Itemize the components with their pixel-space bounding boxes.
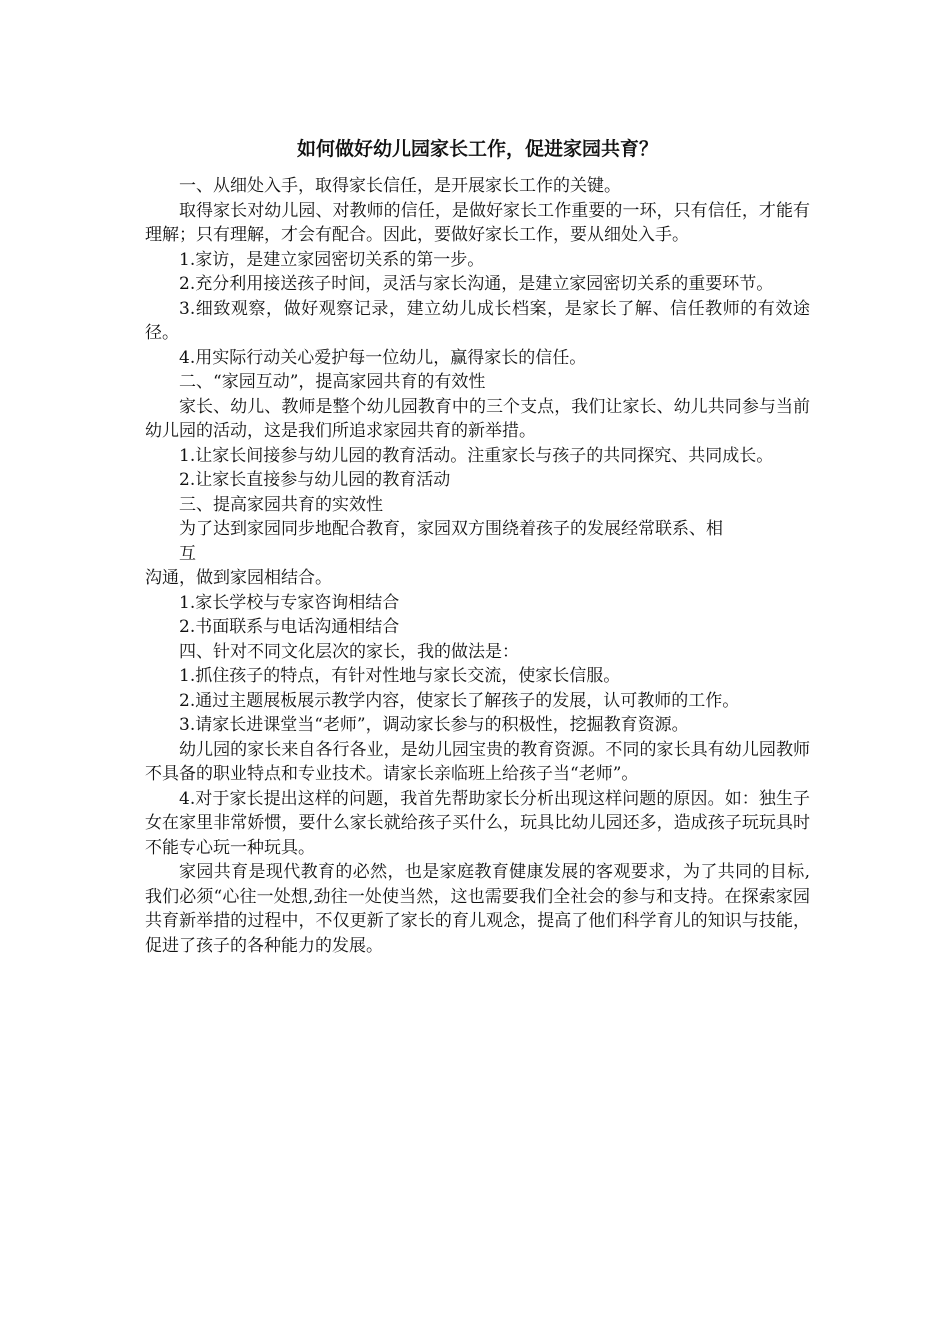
- paragraph: 取得家长对幼儿园、对教师的信任，是做好家长工作重要的一环，只有信任，才能有理解；只有理解，才会有配合。因此，要做好家长工作，要从细处入手。: [145, 200, 810, 245]
- list-item: 4.用实际行动关心爱护每一位幼儿，赢得家长的信任。: [179, 347, 587, 368]
- list-item: 4.对于家长提出这样的问题，我首先帮助家长分析出现这样问题的原因。如：独生子女在家里非常娇惯，要什么家长就给孩子买什么，玩具比幼儿园还多，造成孩子玩玩具时不能专心玩一种玩具。: [145, 788, 810, 858]
- list-item: 2.通过主题展板展示教学内容，使家长了解孩子的发展，认可教师的工作。: [179, 690, 740, 711]
- section-heading-2: 二、“家园互动”，提高家园共育的有效性: [179, 372, 486, 392]
- list-item: 1.家访，是建立家园密切关系的第一步。: [179, 249, 485, 270]
- section-heading-1: 一、从细处入手，取得家长信任，是开展家长工作的关键。: [179, 176, 621, 196]
- paragraph: 幼儿园的家长来自各行各业，是幼儿园宝贵的教育资源。不同的家长具有幼儿园教师不具备的职业特点和专业技术。请家长亲临班上给孩子当“老师”。: [145, 739, 810, 784]
- paragraph: 家长、幼儿、教师是整个幼儿园教育中的三个支点，我们让家长、幼儿共同参与当前幼儿园的活动，这是我们所追求家园共育的新举措。: [145, 396, 810, 441]
- paragraph-line: 互: [179, 543, 196, 564]
- list-item: 1.家长学校与专家咨询相结合: [179, 592, 400, 613]
- list-item: 3.请家长进课堂当“老师”，调动家长参与的积极性，挖掘教育资源。: [179, 715, 689, 735]
- section-heading-3: 三、提高家园共育的实效性: [179, 494, 383, 515]
- paragraph-line: 为了达到家园同步地配合教育，家园双方围绕着孩子的发展经常联系、相: [179, 519, 723, 539]
- conclusion-paragraph: 家园共育是现代教育的必然，也是家庭教育健康发展的客观要求，为了共同的目标,我们必须“心往一处想,劲往一处使当然，这也需要我们全社会的参与和支持。在探索家园共育新举措的过程中，不仅更新了家长的育儿观念，提高了他们科学育儿的知识与技能，促进了孩子的各种能力的发展。: [145, 862, 810, 956]
- paragraph-line: 沟通，做到家园相结合。: [145, 568, 332, 588]
- list-item: 1.让家长间接参与幼儿园的教育活动。注重家长与孩子的共同探究、共同成长。: [179, 445, 774, 466]
- list-item: 1.抓住孩子的特点，有针对性地与家长交流，使家长信服。: [179, 666, 621, 686]
- list-item: 3.细致观察，做好观察记录，建立幼儿成长档案，是家长了解、信任教师的有效途径。: [145, 298, 810, 343]
- list-item: 2.让家长直接参与幼儿园的教育活动: [179, 470, 451, 490]
- document-page: [145, 132, 810, 958]
- document-title: 如何做好幼儿园家长工作，促进家园共育？: [296, 138, 658, 160]
- list-item: 2.书面联系与电话沟通相结合: [179, 617, 400, 637]
- list-item: 2.充分利用接送孩子时间，灵活与家长沟通，是建立家园密切关系的重要环节。: [179, 274, 774, 294]
- section-heading-4: 四、针对不同文化层次的家长，我的做法是：: [179, 641, 519, 662]
